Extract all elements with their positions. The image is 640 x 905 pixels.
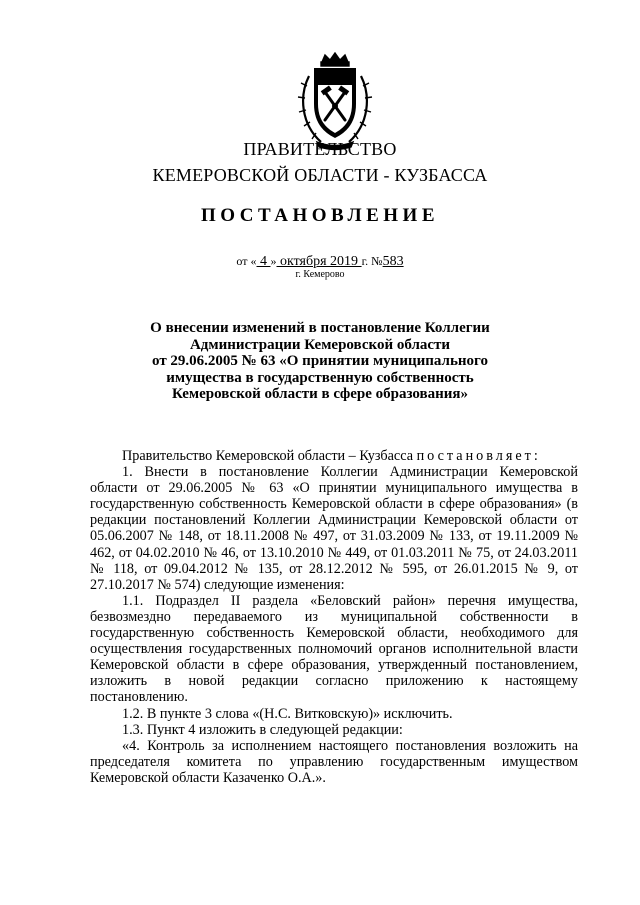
heading-line: Администрации Кемеровской области xyxy=(189,336,451,353)
item-1-1-paragraph: 1.1. Подраздел II раздела «Беловский район» перечня имущества, безвозмездно передаваемого из муниципальной собственности в государственную собственность Кемеровской области, необходимого для осуществления государственных полномочий органов исполнительной власти Кемеровской области в сфере образования, утвержденный постановлением, изложить в новой редакции согласно приложению к настоящему постановлению. xyxy=(90,592,578,706)
document-type-title: ПОСТАНОВЛЕНИЕ xyxy=(200,205,440,226)
intro-paragraph xyxy=(90,448,578,464)
heading-line: имущества в государственную собственность xyxy=(166,369,474,386)
heading-line: О внесении изменений в постановление Коллегии xyxy=(150,320,490,336)
date-year-suffix: г. xyxy=(361,254,369,268)
date-number-line xyxy=(0,254,640,270)
date-month-year: октября 2019 xyxy=(276,254,362,269)
item-1-paragraph: 1. Внести в постановление Коллегии Администрации Кемеровской области от 29.06.2005 № 63 «О принятии муниципального имущества в государственную собственность Кемеровской области в сфере образования» (в редакции постановлений Коллегии Администрации Кемеровской области от 05.06.2007 № 148, от 18.11.2008 № 497, от 31.03.2009 № 133, от 19.11.2009 № 462, от 04.02.2010 № 46, от 13.10.2010 № 449, от 01.03.2011 № 75, от 24.03.2011 № 118, от 09.04.2012 № 135, от 28.12.2012 № 595, от 26.01.2015 № 9, от 27.10.2017 № 574) следующие изменения: xyxy=(90,464,578,593)
city-label: г. Кемерово xyxy=(295,269,345,280)
item-1-2-paragraph: 1.2. В пункте 3 слова «(Н.С. Витковскую)» исключить. xyxy=(122,705,453,722)
intro-text: Правительство Кемеровской области – Кузбасса xyxy=(122,448,414,464)
document-number: 583 xyxy=(382,254,404,269)
heading-line: от 29.06.2005 № 63 «О принятии муниципального xyxy=(152,353,488,369)
number-label: № xyxy=(371,254,383,268)
government-title-line2: КЕМЕРОВСКОЙ ОБЛАСТИ - КУЗБАССА xyxy=(152,165,488,185)
heading-line: Кемеровской области в сфере образования» xyxy=(171,386,469,402)
date-day: 4 xyxy=(256,254,271,269)
date-from-label: от « xyxy=(236,254,257,268)
item-1-3-paragraph: 1.3. Пункт 4 изложить в следующей редакции: xyxy=(122,721,403,738)
date-day-close: » xyxy=(270,254,277,268)
government-title-line1: ПРАВИТЕЛЬСТВО xyxy=(243,139,397,159)
document-heading xyxy=(150,320,490,403)
intro-resolves: постановляет: xyxy=(416,448,541,464)
quote-paragraph: «4. Контроль за исполнением настоящего постановления возложить на председателя комитета по управлению государственным имуществом Кемеровской области Казаченко О.А.». xyxy=(90,737,578,786)
document-body xyxy=(90,448,578,786)
coat-of-arms-emblem xyxy=(295,52,375,152)
